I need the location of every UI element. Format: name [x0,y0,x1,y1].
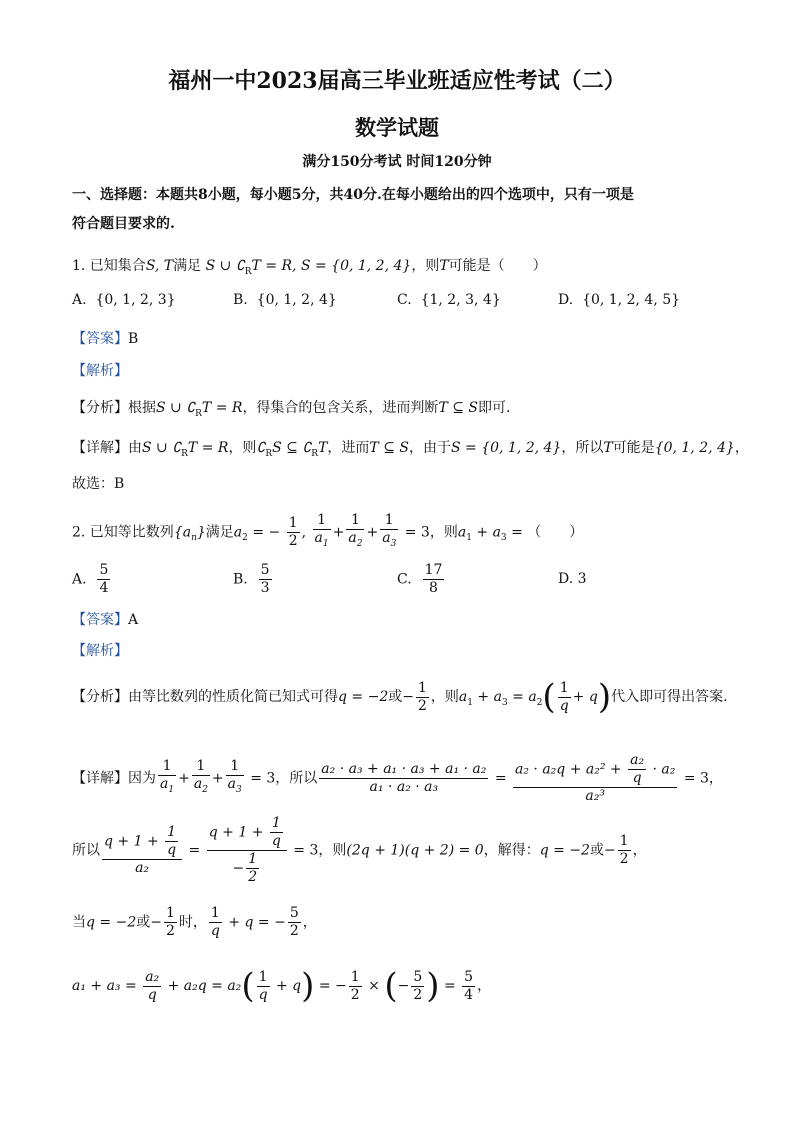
q2-l4-end: ， [302,914,317,931]
q2-l3-prod: (2q + 1)(q + 2) = 0 [346,842,484,859]
q1-option-a [72,292,176,308]
q2-stem-seq-sub: n [191,533,197,544]
q2-stem-prefix: 2. 已知等比数列 [72,524,174,541]
q2-detail-so: ，所以 [275,770,318,787]
q2-frac-den-sub: 3 [236,784,242,795]
q2-d-1a3 [226,758,244,799]
q2-fenxi-sub1: 1 [467,697,473,708]
q2-frac-num: 1 [192,758,210,776]
q2-l5-a2q [143,969,161,1004]
q2-l5-plus-q: + q [271,978,302,994]
q2-l5-result-den: 4 [464,986,474,1003]
q2-fenxi-1q-den: q [559,697,569,714]
q1-option-b-label: B. [233,292,248,308]
q2-fenxi-plus-q: + q [572,689,598,705]
q2-l5-rparen2: ) [426,966,440,1006]
q2-option-c-den: 8 [429,580,438,596]
q2-stem [72,512,583,553]
q2-answer-tag: 【答案】 [72,612,128,628]
q2-option-b-frac [259,562,272,597]
q2-fenxi-q: q = −2 [338,689,389,705]
q1-detail-c: T = R [187,440,229,456]
q2-fenxi-rparen: ) [597,677,612,717]
q2-fenxi-g: 代入即可得出答案. [611,689,728,705]
q2-frac-den-a: a [193,776,203,793]
q2-l3-half2-num: 1 [619,833,629,849]
q2-option-b-num: 5 [260,562,270,578]
q2-l5-1q-num: 1 [257,969,270,987]
q1-option-d [558,292,680,308]
q1-detail [72,437,749,459]
q1-detail-sub3: R [311,448,319,459]
q1-detail-o: {0, 1, 2, 4} [654,440,735,456]
q1-answer-value: B [128,331,139,347]
q2-l4-five-den: 2 [289,923,299,939]
q2-option-c [397,562,446,597]
q1-analysis-tag: 【解析】 [72,363,128,379]
q2-stem-a2-sub: 2 [242,533,248,544]
q2-target-c: = （ ） [506,524,584,541]
q2-frac-den [192,776,210,799]
q2-detail-because: 因为 [128,770,156,787]
q2-plus: + [178,770,190,787]
q1-detail-g: T [318,440,328,456]
q2-l4-plus-q: + q = − [223,914,286,931]
q2-fenxi-half-den: 2 [417,697,427,714]
q1-option-b [233,292,337,308]
q1-fenxi-f: 即可. [478,400,511,416]
q2-l3-or: 或 [589,842,604,859]
exam-info: 满分150分考试 时间120分钟 [302,154,492,170]
q2-l5-a2q-num: a₂ [145,968,160,985]
q2-frac-den-a: a [382,530,391,546]
q1-detail-sub2: R [265,448,273,459]
q1-fenxi-d: ，得集合的包含关系，进而判断 [242,400,439,416]
q2-option-c-num: 17 [424,562,443,578]
q2-target-a: a [457,524,467,541]
q1-stem-prefix: 1. 已知集合 [72,258,146,274]
q2-l4-1q-den: q [210,923,220,939]
q2-answer-value: A [128,612,139,628]
q1-detail-d: ，则 [228,440,257,456]
q2-fenxi-minus: − [402,689,414,705]
q2-target-sub3: 3 [500,533,507,544]
q2-stem-a2: a [233,524,243,541]
q2-fenxi-a: 由等比数列的性质化简已知式可得 [128,689,338,705]
q2-frac-den-sub: 3 [390,538,397,549]
q1-stem-suffix: ，则 [411,258,440,274]
q2-l3-frac2-num [207,815,287,851]
q2-l3-half-den: 2 [248,869,258,885]
q2-l5-a: a₁ + a₃ = [72,978,142,994]
q2-l5-half-den: 2 [350,986,360,1003]
q2-l4-1q-num: 1 [209,905,222,923]
q2-l3-minus: − [232,860,245,877]
q2-l5-result [462,969,475,1004]
q2-fenxi-or: 或 [388,689,403,705]
q2-l5-five-num: 5 [413,968,423,985]
q1-fenxi-e: T ⊆ S [438,400,478,416]
q2-detail-line1: 【详解】因为 $\frac{1}{a_1}$ + $\frac{1}{a_2}$ + $\frac{1}{a_3}$ = 3，所以 $\frac{\text{a₂ · a₃ + a₁ · a₃ + a₁ · a₂}}{\text{a₁ · a₂ · a₃}}$ = a₂ · a₂q + a₂² + $\frac{\text{a₂}}{q}$ · a₂ a₂³ = 3， [72,752,723,804]
q1-fenxi-tag: 【分析】 [72,400,128,416]
q2-option-d-text: 3 [577,571,587,587]
q1-detail-m: T [603,440,613,456]
q1-detail-k: S = {0, 1, 2, 4} [450,440,562,456]
subject-title: 数学试题 [355,115,439,140]
q1-detail-j: ，由于 [408,440,451,456]
q2-fenxi-d: a [458,689,468,705]
q1-stem-cond2: T = R, S = {0, 1, 2, 4} [251,258,412,274]
q1-detail-b: S ∪ ∁ [142,440,182,456]
q2-l3-inner1 [165,824,178,859]
q2-frac-den [380,530,398,553]
q2-l5-five-den: 2 [413,986,423,1003]
q2-l5-eq: = [439,978,461,994]
q2-frac-half-den: 2 [288,532,298,549]
q2-option-a-label: A. [72,571,87,588]
q2-l5-minus: − [397,978,410,994]
q1-stem-end: 可能是（ ） [448,258,547,274]
q2-detail-line2: 所以 q + 1 + $\frac{1}{q}$ a₂ = q + 1 + $\frac{1}{q}$ − $\frac{1}{2}$ = 3，则(2q + 1)(q + 2) = 0，解得：q = −2或− $\frac{1}{2}$ ， [72,815,647,885]
q2-l4-half [164,905,177,940]
q2-l4-1q [209,905,222,940]
q2-option-c-label: C. [397,571,412,588]
q1-detail-n: 可能是 [612,440,655,456]
q2-d-frac2-num-c: · a₂ [648,761,676,778]
q2-frac-den-sub: 1 [322,538,329,549]
q1-detail-i: T ⊆ S [369,440,409,456]
q2-option-d [558,571,587,587]
q1-stem-sets: S, T [145,258,174,274]
q2-l3-half2 [618,833,631,868]
q2-l3-solve: ，解得： [483,842,540,859]
q2-l3-end: ， [632,842,647,859]
q2-frac-1a1 [313,512,331,553]
q2-frac-den-sub: 2 [356,538,363,549]
q2-fenxi [72,677,728,717]
q1-fenxi-sub: R [195,408,202,419]
q2-l3-frac1-den: a₂ [135,860,150,876]
q2-option-a-num: 5 [99,562,109,578]
q2-frac-num: 1 [346,512,364,530]
q2-d-frac2-num [513,752,677,788]
q2-l5-result-num: 5 [464,968,474,985]
q1-answer-tag: 【答案】 [72,331,128,347]
q2-l5-1q-den: q [258,986,268,1003]
q2-frac-den-a: a [314,530,323,546]
q2-l5-end: ， [477,978,492,994]
q2-d-inner-den: q [632,770,642,786]
q2-d-frac1-den: a₁ · a₂ · a₃ [369,779,439,795]
q1-detail-a: 由 [128,440,142,456]
q2-frac-den [226,776,244,799]
q2-l3-inner-num: 1 [270,815,283,833]
q2-d-frac2-inner [628,752,646,787]
q2-l3-frac2 [207,815,287,886]
q2-fenxi-sub3: 3 [501,697,508,708]
q2-l3-half-num: 1 [248,851,258,867]
q2-detail-line4 [72,966,491,1006]
q2-l3-then: ，则 [318,842,347,859]
q2-l3-q: q = −2 [539,842,590,859]
q2-l5-c: = − [314,978,347,994]
q2-option-a [72,562,112,597]
q2-d-frac2 [513,752,677,805]
q1-stem-mid: 满足 [173,258,202,274]
q1-detail-f: S ⊆ ∁ [272,440,312,456]
q2-fenxi-e: + a [472,689,502,705]
q2-l5-half-num: 1 [350,968,360,985]
q2-d-1a2 [192,758,210,799]
q1-detail-h: ，进而 [327,440,370,456]
q2-frac-den-a: a [227,776,237,793]
q2-l3-frac2-den [207,851,287,886]
q2-d-comma: ， [708,770,723,787]
q1-option-c [397,292,501,308]
q2-l5-lparen: ( [241,966,255,1006]
q2-detail-tag: 【详解】 [72,770,128,787]
q2-frac-half-num: 1 [288,514,298,531]
q2-d-frac1 [319,761,488,796]
q2-stem-suffix: ，则 [429,524,458,541]
q2-fenxi-lparen: ( [542,677,556,717]
q2-analysis-tag: 【解析】 [72,643,128,659]
q2-answer [72,609,138,629]
q2-l4-half-num: 1 [165,905,175,921]
q1-fenxi-b: S ∪ ∁ [156,400,196,416]
q2-plus: + [211,770,224,787]
q2-l4-when: 当 [72,914,86,931]
q2-frac-half [287,515,300,550]
q1-sub-r: R [244,266,252,277]
q2-fenxi-tag: 【分析】 [72,689,128,705]
q1-option-b-text: {0, 1, 2, 4} [256,292,337,308]
q2-l3-minus2: − [603,842,616,859]
q1-detail-sub1: R [181,448,188,459]
q1-fenxi [72,397,510,419]
q2-fenxi-sub2: 2 [536,697,543,708]
q1-detail-tag: 【详解】 [72,440,128,456]
q2-frac-num: 1 [313,512,331,530]
q2-l5-1q [257,969,270,1004]
q2-d-frac2-den: a₂³ [585,788,605,804]
q2-fenxi-c: ，则 [430,689,459,705]
q2-comma: , [301,524,307,541]
q2-frac-1a3 [380,512,398,553]
q1-option-a-label: A. [72,292,87,308]
q2-d-1a1 [158,758,176,799]
q2-plus: + [366,524,379,541]
q2-fenxi-f: = a [507,689,537,705]
q2-l3-half2-den: 2 [619,851,629,867]
q2-l4-or: 或 [136,914,151,931]
q2-option-a-den: 4 [99,580,109,596]
q2-l3-so: 所以 [72,842,100,859]
q1-fenxi-c: T = R [201,400,243,416]
q2-option-b-den: 3 [260,580,270,596]
q2-target-b: + a [471,524,501,541]
q2-frac-den [346,530,364,553]
q2-fenxi-1q [558,680,571,715]
q2-fenxi-half-num: 1 [417,679,427,696]
section-heading: 一、选择题：本题共8小题，每小题5分，共40分.在每小题给出的四个选项中，只有一项是 [72,187,634,203]
q2-l5-rparen: ) [301,966,315,1006]
q2-l4-minus: − [150,914,162,931]
q2-l3-num-a: q + 1 + [104,833,164,850]
q1-stem [72,255,547,277]
q1-option-c-text: {1, 2, 3, 4} [420,292,501,308]
q1-option-a-text: {0, 1, 2, 3} [95,292,176,308]
q2-frac-den-a: a [160,776,169,793]
q1-detail-p: ， [734,440,749,456]
q1-option-d-label: D. [558,292,574,308]
q2-option-d-label: D. [558,571,574,587]
q2-frac-den-sub: 1 [168,784,175,795]
q2-l3-half [246,851,259,886]
q2-frac-den-a: a [348,530,357,546]
q2-l5-lparen2: ( [384,966,398,1006]
q1-option-d-text: {0, 1, 2, 4, 5} [582,292,681,308]
q2-option-b-label: B. [233,571,248,588]
q1-option-c-label: C. [397,292,412,308]
q2-frac-den-sub: 2 [202,784,208,795]
q2-d-frac1-num: a₂ · a₃ + a₁ · a₃ + a₁ · a₂ [321,761,487,777]
exam-title: 福州一中2023届高三毕业班适应性考试（二） [168,68,626,94]
q2-frac-1a2 [346,512,364,553]
q2-l3-num-b: q + 1 + [208,824,268,841]
q2-l5-a2q-den: q [147,986,157,1003]
q2-l3-inner-num: 1 [165,824,178,842]
q2-stem-mid: 满足 [205,524,234,541]
q2-l4-half-den: 2 [165,923,175,939]
q2-frac-den [313,530,331,553]
q2-stem-seq: {a [173,524,192,541]
q2-frac-num: 1 [380,512,398,530]
q2-option-b [233,562,274,597]
q2-l5-half [349,969,362,1004]
q2-l5-times: × [363,978,385,994]
q1-fenxi-a: 根据 [128,400,156,416]
q1-choose: 故选：B [72,476,125,492]
q2-l3-frac1-num [102,824,182,860]
q2-l4-five-half [288,905,301,940]
q2-l3-inner-den: q [167,842,177,858]
q2-frac-num: 1 [158,758,176,776]
q2-fenxi-half [416,680,429,715]
q1-detail-e: ∁ [256,440,266,456]
q2-l4-q: q = −2 [86,914,137,931]
q1-detail-l: ，所以 [561,440,604,456]
q2-l3-frac1 [102,824,182,877]
q1-stem-t: T [439,258,449,274]
q2-detail-line3 [72,905,317,940]
q2-target-sub1: 1 [466,533,472,544]
q2-l3-inner2 [270,815,283,850]
q2-detail-eq3: = 3 [245,770,276,787]
q2-frac-den [158,776,176,799]
q2-stem-eq: = − [247,524,281,541]
q2-l5-five-half [411,969,424,1004]
q2-d-inner-num: a₂ [630,752,645,768]
q2-d-frac2-num-a: a₂ · a₂q + a₂² + [515,761,627,778]
q2-fenxi-1q-num: 1 [558,680,571,698]
q1-stem-cond: S ∪ ∁ [205,258,245,274]
q1-answer [72,328,138,348]
q2-eq3: = 3 [400,524,430,541]
q2-d-eq3b: = 3 [679,770,709,787]
q2-l3-inner-den: q [271,833,281,849]
section-heading-cont: 符合题目要求的. [72,216,175,232]
q2-option-c-frac [423,562,445,597]
q2-l4-five-num: 5 [289,905,299,921]
q2-frac-num: 1 [226,758,244,776]
q2-stem-seq-end: } [196,524,206,541]
q2-l4-time: 时， [178,914,207,931]
q2-option-a-frac [97,562,110,597]
q2-l5-b: + a₂q = a₂ [163,978,242,994]
q2-l3-eq: = 3 [288,842,319,859]
q2-plus: + [332,524,345,541]
